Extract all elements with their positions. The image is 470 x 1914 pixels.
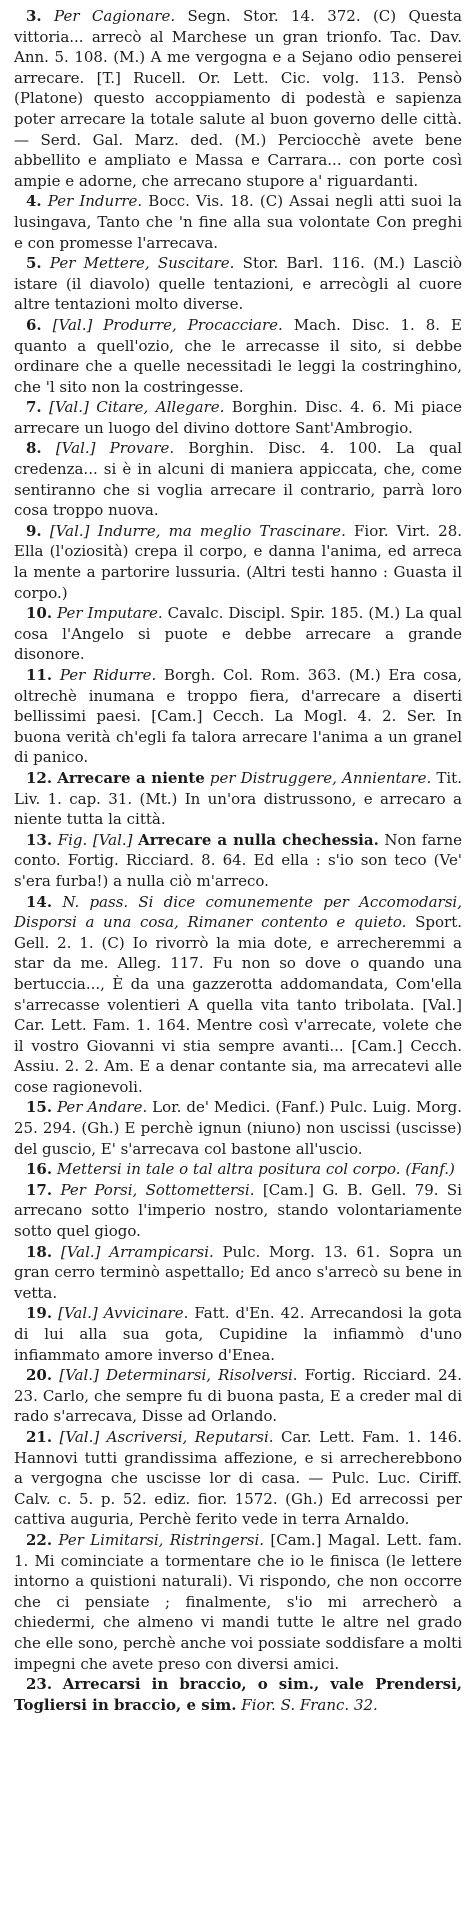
entry-lead-bold: Arrecare a nulla chechessia. — [138, 830, 379, 849]
entry-lead: [Val.] Determinarsi, Risolversi. — [59, 1366, 298, 1385]
entry-number: 13. — [26, 830, 53, 849]
entry-text: Cavalc. Discipl. Spir. 185. (M.) La qual cosa l'Angelo si puote e debbe arrecare a grande disonore. — [14, 604, 462, 664]
entry-5 — [14, 253, 462, 315]
entry-9 — [14, 521, 462, 603]
entry-number: 20. — [26, 1366, 53, 1385]
entry-text: Fatt. d'En. 42. Arrecandosi la gota di lui alla sua gota, Cupidine la infiammò d'uno infiammato amore inverso d'Enea. — [14, 1304, 462, 1364]
entry-number: 10. — [26, 604, 53, 623]
entry-21 — [14, 1427, 462, 1530]
entry-text: [Cam.] Magal. Lett. fam. 1. Mi cominciate a tormentare che io le finisca (le lettere intorno a quistioni naturali). Vi rispondo, che non occorre che ci pensiate ; finalmente, s'io mi arrecherò a chiedermi, che almeno vi mandi tutte le altre nel grado che elle sono, perchè anche voi possiate soddisfare a molti impegni che avete preso con diversi amici. — [14, 1530, 462, 1673]
entry-lead: Per Porsi, Sottomettersi. — [60, 1180, 255, 1199]
entry-text: Borghin. Disc. 4. 6. Mi piace arrecare un luogo del divino dottore Sant'Ambrogio. — [14, 398, 462, 437]
entry-number: 4. — [26, 192, 42, 211]
entry-lead: [Val.] Arrampicarsi. — [60, 1242, 214, 1261]
entry-10 — [14, 603, 462, 665]
entry-text: Tit. Liv. 1. cap. 31. (Mt.) In un'ora distrussono, e arrecaro a niente tutta la città. — [14, 768, 462, 829]
entry-lead: [Val.] Citare, Allegare. — [49, 398, 225, 417]
entry-lead: Per Indurre. — [47, 192, 143, 211]
entry-number: 19. — [26, 1304, 53, 1323]
entry-text: Pulc. Morg. 13. 61. Sopra un gran cerro terminò aspettallo; Ed anco s'arrecò su bene in vetta. — [14, 1242, 462, 1302]
entry-number: 15. — [26, 1098, 53, 1117]
entry-text: Segn. Stor. 14. 372. (C) Questa vittoria... arrecò al Marchese un gran trionfo. Tac. Dav. Ann. 5. 108. (M.) A me vergogna e a Sejano odio penserei arrecare. [T.] Rucell. Or. Lett. Cic. volg. 113. Pensò (Platone) questo accoppiamento di podestà e sapienza poter arrecare la totale salute al buon governo delle città. — Serd. Gal. Marz. ded. (M.) Perciocchè avete bene abbellito e ampliato e Massa e Carrara... con porte così ampie e adorne, che arrecano stupore a' riguardanti. — [14, 7, 462, 190]
entry-22 — [14, 1530, 462, 1674]
entry-text: Non farne conto. Fortig. Ricciard. 8. 64. Ed ella : s'io son teco (Ve' s'era furba!) a nulla ciò m'arreco. — [14, 830, 462, 890]
entry-number: 17. — [26, 1180, 53, 1199]
entry-text: Fortig. Ricciard. 24. 23. Carlo, che sempre fu di buona pasta, E a creder mal di rado s'arrecava, Disse ad Orlando. — [14, 1366, 462, 1426]
entry-number: 12. — [26, 768, 53, 787]
entry-text: Fior. Virt. 28. Ella (l'oziosità) crepa il corpo, e danna l'anima, ed arreca la mente a partorire lussuria. (Altri testi hanno : Guasta il corpo.) — [14, 521, 462, 602]
entry-lead: [Val.] Avvicinare. — [58, 1304, 189, 1323]
entry-lead: Per Limitarsi, Ristringersi. — [58, 1530, 265, 1549]
entry-13 — [14, 830, 462, 892]
entry-number: 11. — [26, 666, 53, 684]
entry-text: Sport. Gell. 2. 1. (C) Io rivorrò la mia dote, e arrecheremmi a star da me. Alleg. 117. Fu non so dove o quando una bertuccia..., È da una gazzerotta addomandata, Com'ella s'arrecasse volentieri A quella vita tanto tribolata. [Val.] Car. Lett. Fam. 1. 164. Mentre così v'arrecate, volete che il vostro Giovanni vi stia sempre avanti... [Cam.] Cecch. Assiu. 2. 2. Am. E a denar contante sia, ma arrecatevi alle cose ragionevoli. — [14, 913, 462, 1096]
entry-lead: Per Mettere, Suscitare. — [49, 254, 235, 273]
entry-text: Borgh. Col. Rom. 363. (M.) Era cosa, oltrechè inumana e troppo fiera, d'arrecare a diserti bellissimi paesi. [Cam.] Cecch. La Mogl. 4. 2. Ser. In buona verità ch'egli fa talora arrecare l'anima a un granel di panico. — [14, 666, 462, 767]
entry-text: Lor. de' Medici. (Fanf.) Pulc. Luig. Morg. 25. 294. (Gh.) E perchè ignun (niuno) non uscissi (uscisse) del guscio, E' s'arrecava col bastone all'uscio. — [14, 1098, 462, 1158]
entry-number: 3. — [26, 7, 42, 25]
entry-lead: Per Ridurre. — [59, 666, 157, 684]
entry-lead: Mettersi in tale o tal altra positura col corpo. — [56, 1160, 401, 1179]
entry-lead: [Val.] Provare. — [55, 439, 175, 458]
entry-lead: [Val.] Indurre, ma meglio Trascinare. — [49, 521, 346, 540]
entry-number: 16. — [26, 1160, 53, 1179]
entry-lead-rest: per Distruggere, Annientare. — [209, 768, 432, 787]
entry-18 — [14, 1242, 462, 1304]
entry-number: 5. — [26, 254, 42, 273]
entry-text: (Fanf.) — [405, 1160, 455, 1179]
entry-text: Fior. S. Franc. 32. — [241, 1695, 378, 1714]
entry-lead: [Val.] Ascriversi, Reputarsi. — [59, 1427, 274, 1446]
entry-number: 6. — [26, 315, 42, 334]
entry-15 — [14, 1097, 462, 1159]
entry-6 — [14, 315, 462, 397]
entry-lead: Per Andare. — [57, 1098, 148, 1117]
entry-text: Car. Lett. Fam. 1. 146. Hannovi tutti grandissima affezione, e si arrecherebbono a vergogna che uscisse lor di casa. — Pulc. Luc. Ciriff. Calv. c. 5. p. 52. ediz. fior. 1572. (Gh.) Ed arrecossi per cattiva auguria, Perchè ferito vede in terra Arnaldo. — [14, 1427, 463, 1529]
entry-16 — [14, 1159, 462, 1180]
entry-20 — [14, 1365, 462, 1427]
entry-17 — [14, 1180, 462, 1242]
entry-number: 18. — [26, 1242, 53, 1261]
entry-lead: N. pass. Si dice comunemente per Accomodarsi, Disporsi a una cosa, Rimaner contento e quieto. — [14, 892, 462, 932]
entry-lead: [Val.] Produrre, Procacciare. — [52, 315, 283, 334]
entry-text: [Cam.] G. B. Gell. 79. Si arrecano sotto l'imperio nostro, stando volontariamente sotto quel giogo. — [14, 1180, 462, 1241]
entry-19 — [14, 1303, 462, 1365]
entry-7 — [14, 397, 462, 438]
entry-number: 23. — [26, 1675, 53, 1694]
entry-number: 8. — [26, 439, 42, 458]
entry-text: Bocc. Vis. 18. (C) Assai negli atti suoi la lusingava, Tanto che 'n fine alla sua volontate Con preghi e con promesse l'arrecava. — [14, 192, 462, 252]
entry-3 — [14, 6, 462, 191]
entry-number: 9. — [26, 521, 42, 540]
entry-14 — [14, 892, 462, 1098]
entry-number: 21. — [26, 1427, 53, 1446]
entry-lead: Fig. [Val.] — [57, 830, 133, 849]
entry-11 — [14, 665, 462, 768]
entry-lead: Per Imputare. — [57, 604, 163, 623]
entry-text: Stor. Barl. 116. (M.) Lasciò istare (il diavolo) quelle tentazioni, e arrecògli al cuore altre tentazioni molto diverse. — [14, 254, 462, 314]
entry-number: 14. — [26, 892, 53, 911]
entry-lead: Arrecarsi in braccio, o sim., vale Prendersi, Togliersi in braccio, e sim. — [14, 1675, 462, 1714]
entry-text: Mach. Disc. 1. 8. E quanto a quell'ozio, che le arrecasse il sito, si debbe ordinare che a quelle necessitadi le leggi la costringhino, che 'l sito non la costringesse. — [14, 315, 462, 396]
entry-lead: Arrecare a niente — [57, 768, 205, 787]
entry-lead: Per Cagionare. — [54, 7, 176, 25]
entry-text: Borghin. Disc. 4. 100. La qual credenza... si è in alcuni di maniera appiccata, che, come sentiranno che si voglia arrecare il contrario, parrà loro cosa troppo nuova. — [14, 439, 462, 520]
entry-12 — [14, 768, 462, 830]
entry-4 — [14, 191, 462, 253]
entry-8 — [14, 438, 462, 520]
entry-number: 7. — [26, 398, 42, 417]
entry-number: 22. — [26, 1530, 53, 1549]
entry-23 — [14, 1674, 462, 1715]
